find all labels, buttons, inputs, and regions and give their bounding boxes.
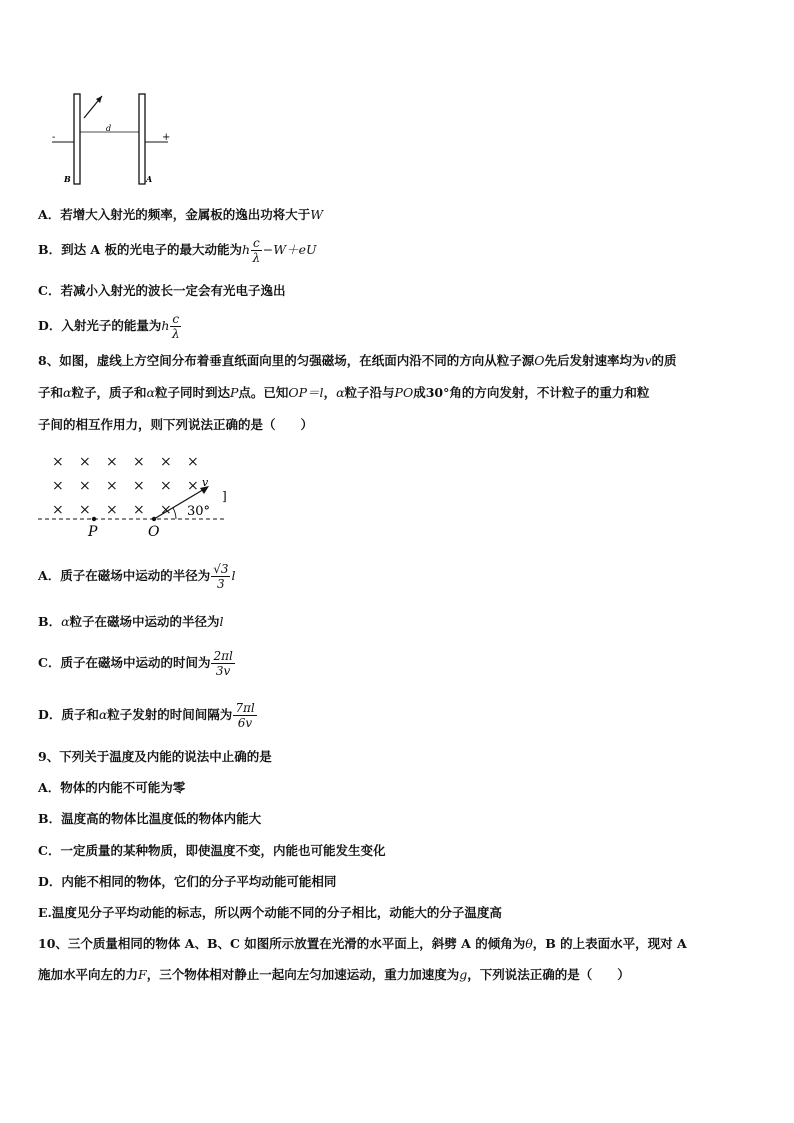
q7-option-c: C．若减小入射光的波长一定会有光电子逸出 xyxy=(38,283,286,298)
b-label: B xyxy=(64,174,71,184)
plus-label: + xyxy=(162,132,171,143)
field-cross-mark: × xyxy=(133,454,145,470)
field-cross-mark: × xyxy=(52,502,64,518)
fraction: $\frac{7\pi l}{6v}$ xyxy=(235,701,255,730)
minus-label: - xyxy=(52,132,56,143)
q9-option-a: A．物体的内能不可能为零 xyxy=(38,780,186,795)
point-o-label: O xyxy=(148,524,160,540)
velocity-label: v xyxy=(202,476,209,489)
q9-option-e: E.温度见分子平均动能的标志，所以两个动能不同的分子相比，动能大的分子温度高 xyxy=(38,905,502,920)
q10-stem-line-2: 施加水平向左的力F，三个物体相对静止一起向左匀加速运动，重力加速度为g，下列说法正确的是（ ） xyxy=(38,967,630,982)
q8-option-b: B．α粒子在磁场中运动的半径为l xyxy=(38,614,224,629)
q8-stem-line-3: 子间的相互作用力，则下列说法正确的是（ ） xyxy=(38,417,314,432)
q7-option-b: B．到达 A 板的光电子的最大动能为h $\frac{c}{\lambda}$ −W＋eU xyxy=(38,236,317,265)
q9-option-b: B．温度高的物体比温度低的物体内能大 xyxy=(38,811,262,826)
q8-stem-line-2: 子和α粒子，质子和α粒子同时到达P点。已知OP＝l，α粒子沿与PO成30°角的方向发射，不计粒子的重力和粒 xyxy=(38,385,650,400)
field-cross-mark: × xyxy=(160,502,172,518)
field-cross-mark: × xyxy=(106,502,118,518)
field-cross-mark: × xyxy=(133,478,145,494)
field-cross-mark: × xyxy=(52,478,64,494)
q8-stem-line-1: 8、如图，虚线上方空间分布着垂直纸面向里的匀强磁场，在纸面内沿不同的方向从粒子源O先后发射速率均为v的质 xyxy=(38,353,677,368)
field-cross-mark: × xyxy=(79,502,91,518)
q7-option-d: D．入射光子的能量为h $\frac{c}{\lambda}$ xyxy=(38,312,180,341)
bracket-mark: ] xyxy=(222,489,227,503)
field-cross-mark: × xyxy=(187,454,199,470)
field-cross-mark: × xyxy=(160,478,172,494)
q9-option-c: C．一定质量的某种物质，即使温度不变，内能也可能发生变化 xyxy=(38,843,386,858)
q8-option-c: C．质子在磁场中运动的时间为 $\frac{2\pi l}{3v}$ xyxy=(38,649,233,678)
fraction: $\frac{c}{\lambda}$ xyxy=(252,236,261,265)
field-cross-mark: × xyxy=(106,478,118,494)
q8-option-a: A．质子在磁场中运动的半径为 $\frac{√3}{3}$ l xyxy=(38,562,236,591)
q7-option-a: A．若增大入射光的频率，金属板的逸出功将大于W xyxy=(38,207,324,222)
field-cross-mark: × xyxy=(79,454,91,470)
field-cross-mark: × xyxy=(106,454,118,470)
field-cross-mark: × xyxy=(160,454,172,470)
q10-stem-line-1: 10、三个质量相同的物体 A、B、C 如图所示放置在光滑的水平面上，斜劈 A 的倾角为θ，B 的上表面水平，现对 A xyxy=(38,936,687,951)
field-cross-mark: × xyxy=(187,478,199,494)
point-p-label: P xyxy=(88,524,98,540)
field-cross-mark: × xyxy=(52,454,64,470)
d-label: d xyxy=(106,124,112,133)
a-label: A xyxy=(146,174,153,184)
magnetic-field-figure xyxy=(34,448,234,540)
q8-option-d: D．质子和α粒子发射的时间间隔为 $\frac{7\pi l}{6v}$ xyxy=(38,701,255,730)
fraction: $\frac{√3}{3}$ xyxy=(213,562,229,591)
fraction: $\frac{2\pi l}{3v}$ xyxy=(213,649,233,678)
q9-option-d: D．内能不相同的物体，它们的分子平均动能可能相同 xyxy=(38,874,337,889)
field-cross-mark: × xyxy=(79,478,91,494)
angle-label: 30° xyxy=(187,504,211,519)
field-cross-mark: × xyxy=(133,502,145,518)
fraction: $\frac{c}{\lambda}$ xyxy=(171,312,180,341)
q9-stem: 9、下列关于温度及内能的说法中止确的是 xyxy=(38,749,272,764)
plates-figure xyxy=(44,88,184,190)
